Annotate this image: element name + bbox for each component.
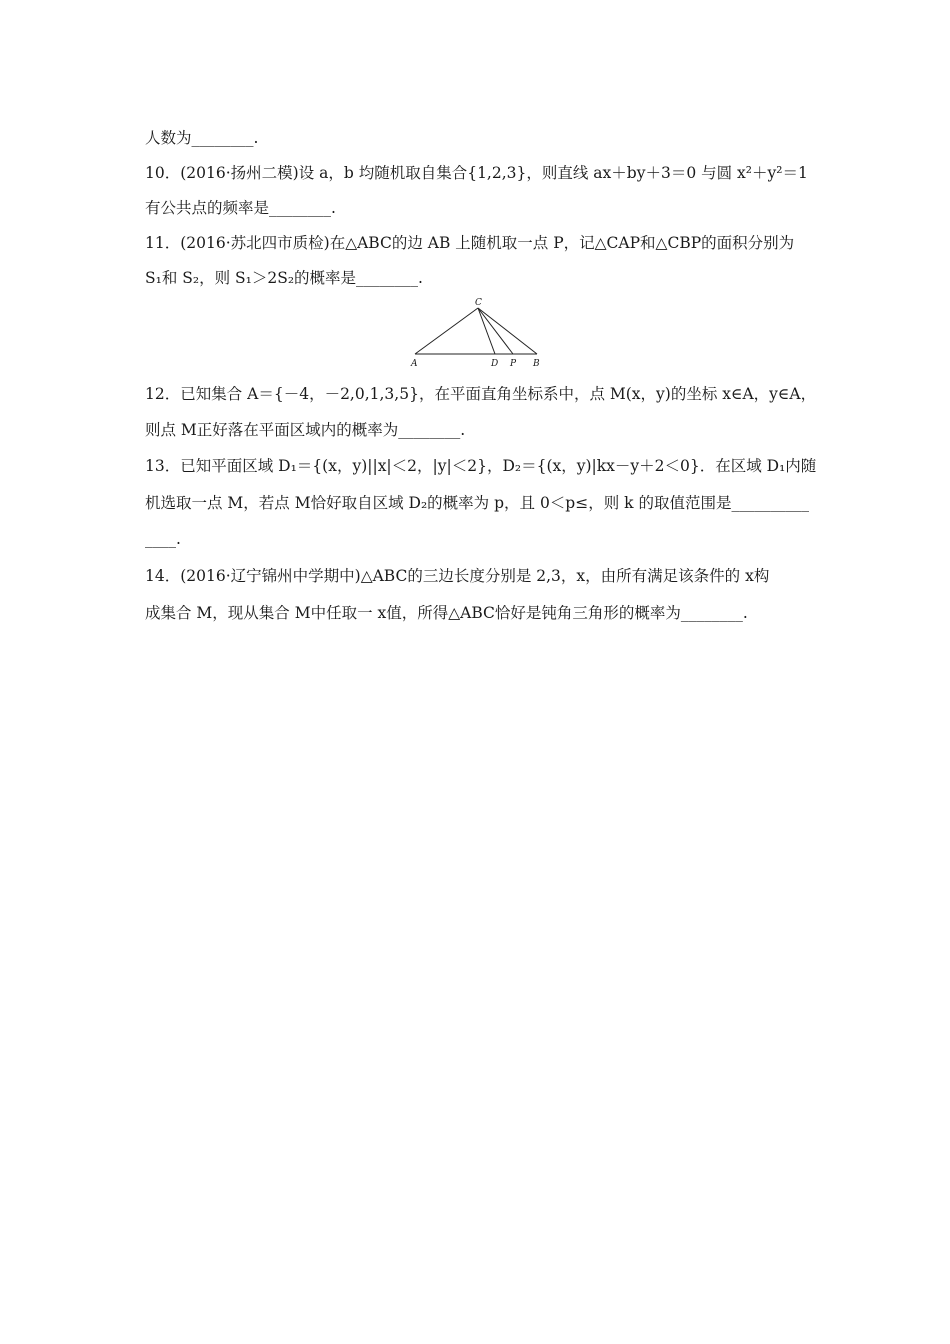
question-10-line-2: 有公共点的频率是________. bbox=[145, 199, 336, 217]
question-10-line-1: 10．(2016·扬州二模)设 a，b 均随机取自集合{1,2,3}，则直线 ax＋by＋3＝0 与圆 x²＋y²＝1 bbox=[145, 164, 808, 182]
label-c: C bbox=[475, 298, 482, 308]
segment-ac bbox=[415, 308, 478, 354]
question-13-line-1: 13．已知平面区域 D₁＝{(x，y)||x|＜2，|y|＜2}，D₂＝{(x，y)|kx－y＋2＜0}．在区域 D₁内随 bbox=[145, 457, 817, 475]
question-12-line-2: 则点 M正好落在平面区域内的概率为________. bbox=[145, 421, 466, 439]
label-b: B bbox=[533, 359, 540, 369]
question-11-line-2: S₁和 S₂，则 S₁＞2S₂的概率是________. bbox=[145, 269, 423, 287]
text-line: 人数为________. bbox=[145, 129, 259, 147]
question-12-line-1: 12．已知集合 A＝{－4，－2,0,1,3,5}，在平面直角坐标系中，点 M(x，y)的坐标 x∈A，y∈A， bbox=[145, 385, 817, 403]
question-13-line-2: 机选取一点 M，若点 M恰好取自区域 D₂的概率为 p，且 0＜p≤，则 k 的取值范围是__________ bbox=[145, 494, 809, 512]
question-14-line-1: 14．(2016·辽宁锦州中学期中)△ABC的三边长度分别是 2,3，x，由所有满足该条件的 x构 bbox=[145, 567, 770, 585]
label-a: A bbox=[411, 359, 418, 369]
triangle-figure bbox=[405, 296, 555, 371]
label-d: D bbox=[491, 359, 499, 369]
question-13-line-3: ____. bbox=[145, 530, 181, 548]
question-11-line-1: 11．(2016·苏北四市质检)在△ABC的边 AB 上随机取一点 P，记△CAP和△CBP的面积分别为 bbox=[145, 234, 795, 252]
label-p: P bbox=[510, 359, 517, 369]
question-14-line-2: 成集合 M，现从集合 M中任取一 x值，所得△ABC恰好是钝角三角形的概率为________. bbox=[145, 604, 748, 622]
